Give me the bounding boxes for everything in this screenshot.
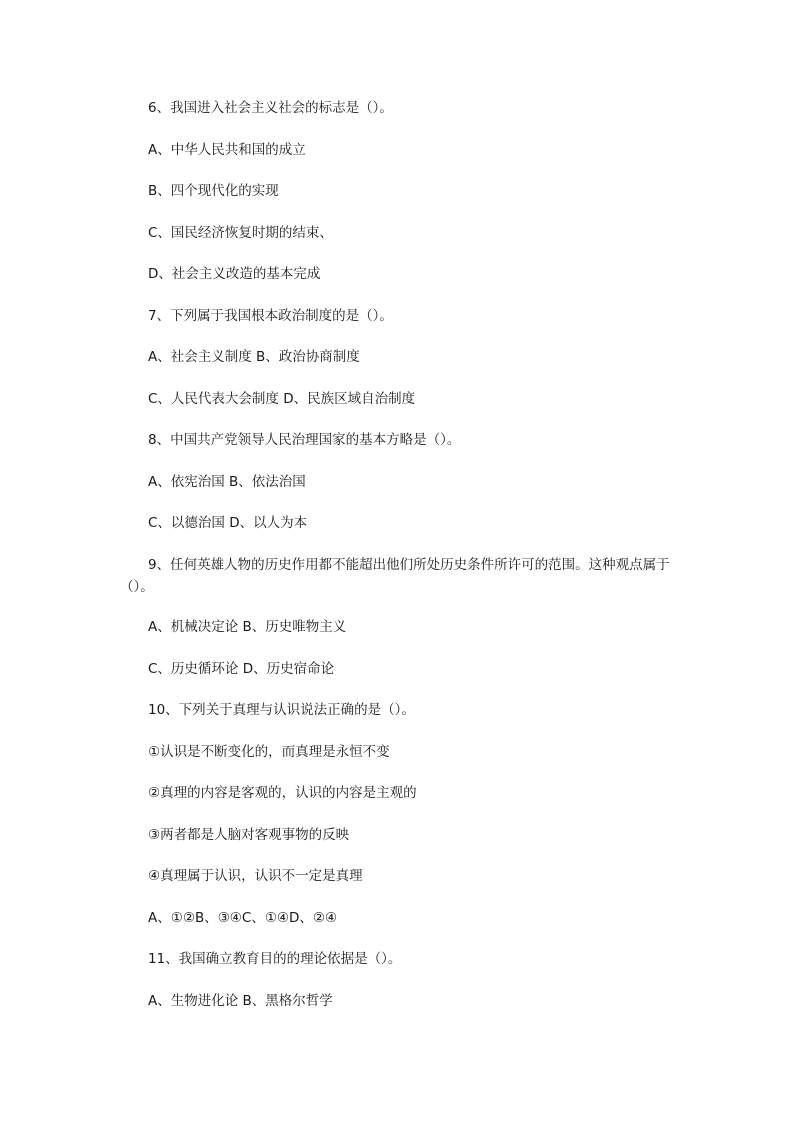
q6-option-c: C、国民经济恢复时期的结束、 [148, 225, 333, 241]
q10-options: A、①②B、③④C、①④D、②④ [148, 910, 338, 926]
question-10: 10、下列关于真理与认识说法正确的是（）。 [148, 702, 415, 718]
q9-options-ab: A、机械决定论 B、历史唯物主义 [148, 619, 347, 635]
q10-statement-3: ③两者都是人脑对客观事物的反映 [148, 827, 350, 843]
q10-statement-1: ①认识是不断变化的，而真理是永恒不变 [148, 744, 390, 760]
question-11: 11、我国确立教育目的的理论依据是（）。 [148, 951, 402, 967]
q7-options-cd: C、人民代表大会制度 D、民族区域自治制度 [148, 391, 416, 407]
q6-option-a: A、中华人民共和国的成立 [148, 142, 306, 158]
q8-options-cd: C、以德治国 D、以人为本 [148, 515, 308, 531]
question-8: 8、中国共产党领导人民治理国家的基本方略是（）。 [148, 432, 461, 448]
q8-options-ab: A、依宪治国 B、依法治国 [148, 474, 306, 490]
question-7: 7、下列属于我国根本政治制度的是（）。 [148, 308, 393, 324]
q9-options-cd: C、历史循环论 D、历史宿命论 [148, 661, 335, 677]
q10-statement-4: ④真理属于认识，认识不一定是真理 [148, 868, 363, 884]
q7-options-ab: A、社会主义制度 B、政治协商制度 [148, 349, 360, 365]
question-9: 9、任何英雄人物的历史作用都不能超出他们所处历史条件所许可的范围。这种观点属于（）。 [120, 557, 670, 595]
q11-options-ab: A、生物进化论 B、黑格尔哲学 [148, 993, 333, 1009]
q6-option-b: B、四个现代化的实现 [148, 183, 279, 199]
question-6: 6、我国进入社会主义社会的标志是（）。 [148, 100, 393, 116]
q6-option-d: D、社会主义改造的基本完成 [148, 266, 321, 282]
q10-statement-2: ②真理的内容是客观的，认识的内容是主观的 [148, 785, 417, 801]
